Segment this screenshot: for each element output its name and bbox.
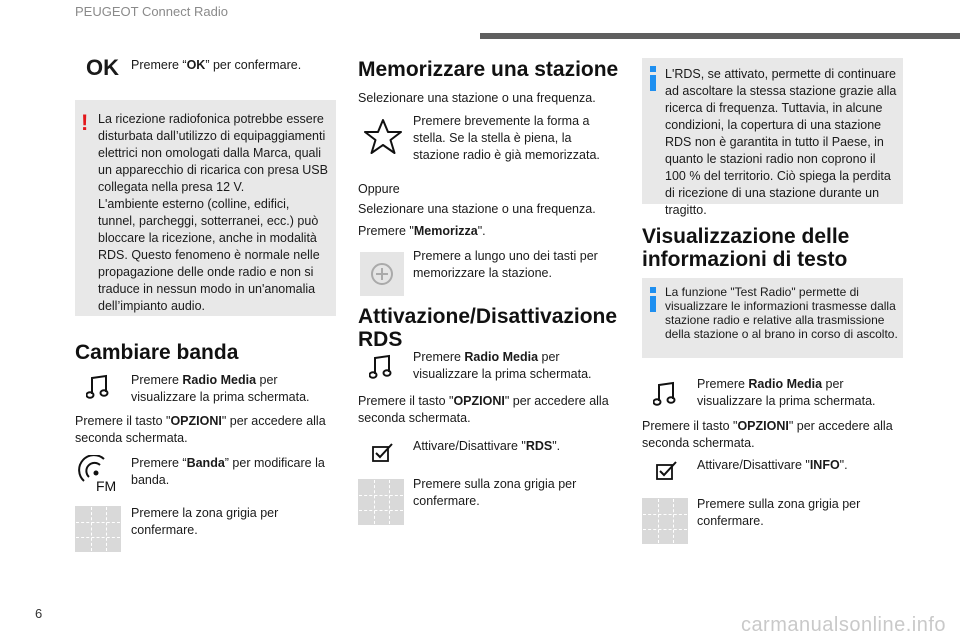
warning-icon: ! (81, 110, 89, 135)
radio-media-step: Premere Radio Media per visualizzare la prima schermata. (413, 350, 592, 381)
music-note-icon (86, 374, 110, 405)
header-bar (480, 33, 960, 39)
grey-zone-step: Premere la zona grigia per confermare. (131, 506, 279, 537)
svg-text:FM: FM (96, 478, 117, 493)
grey-zone-step: Premere sulla zona grigia per confermare. (697, 497, 861, 528)
heading-memorizzare: Memorizzare una stazione (358, 58, 619, 81)
warning-box (75, 100, 336, 316)
radio-media-step: Premere Radio Media per visualizzare la prima schermata. (697, 377, 876, 408)
heading-cambiare-banda: Cambiare banda (75, 341, 239, 364)
watermark: carmanualsonline.info (740, 614, 946, 636)
info-icon-bar (650, 75, 656, 91)
select-station-text: Selezionare una stazione o una frequenza. (358, 91, 596, 105)
plus-step: Premere a lungo uno dei tasti per memorizzare la stazione. (413, 249, 598, 280)
star-step: Premere brevemente la forma a stella. Se la stella è piena, la stazione radio è già memorizzata. (413, 114, 600, 162)
select-station-text-2: Selezionare una stazione o una frequenza. (358, 202, 596, 216)
radio-media-step: Premere Radio Media per visualizzare la prima schermata. (131, 373, 310, 404)
ok-step: Premere “OK” per confermare. (131, 58, 302, 72)
music-note-icon (653, 381, 677, 412)
grey-zone-icon (642, 498, 688, 544)
grey-zone-icon (75, 506, 121, 552)
ok-icon: OK (86, 55, 119, 80)
info-text-test-radio: La funzione "Test Radio" permette di visualizzare le informazioni trasmesse dalla stazione radio e relative alla trasmissione della stazione o al brano in corso di ascolto. (665, 285, 898, 341)
oppure-text: Oppure (358, 182, 400, 196)
opzioni-paragraph: Premere il tasto "OPZIONI" per accedere alla seconda schermata. (358, 394, 609, 425)
memorizza-paragraph: Premere "Memorizza". (358, 224, 486, 238)
info-icon (650, 66, 656, 72)
checkbox-icon (372, 443, 394, 468)
star-icon (364, 118, 402, 161)
info-box-rds (642, 58, 903, 217)
fm-band-icon (78, 455, 122, 493)
opzioni-paragraph: Premere il tasto "OPZIONI" per accedere alla seconda schermata. (642, 419, 893, 450)
rds-toggle-step: Attivare/Disattivare "RDS". (413, 439, 561, 453)
opzioni-paragraph: Premere il tasto "OPZIONI" per accedere alla seconda schermata. (75, 414, 326, 445)
checkbox-icon (656, 461, 678, 486)
info-toggle-step: Attivare/Disattivare "INFO". (697, 458, 848, 472)
music-note-icon (369, 354, 393, 385)
warning-text: La ricezione radiofonica potrebbe essere disturbata dall’utilizzo di equipaggiamenti elettrici non omologati dalla Marca, quali un apparecchio di ricarica con presa USB collegata nella presa 12 V. L'ambiente esterno (colline, edifici, tunnel, parcheggi, sotterranei, ecc.) può bloccare la ricezione, anche in modalità RDS. Questo fenomeno è normale nelle propagazione delle onde radio e non si traduce in nessun modo in un'anomalia dell’impianto audio. (98, 112, 328, 313)
heading-rds: Attivazione/Disattivazione RDS (358, 305, 618, 351)
grey-zone-step: Premere sulla zona grigia per confermare. (413, 477, 577, 508)
grey-zone-icon (358, 479, 404, 525)
running-header: PEUGEOT Connect Radio (75, 4, 228, 19)
info-icon-bar (650, 296, 656, 312)
info-box-text (642, 278, 903, 358)
info-text-rds: L'RDS, se attivato, permette di continuare ad ascoltare la stessa stazione grazie alla ricerca di frequenza. Tuttavia, in alcune condizioni, la copertura di una stazione RDS non è garantita in tutto il Paese, in quanto le stazioni radio non coprono il 100 % del territorio. Ciò spiega la perdita di ricezione di una stazione durante un tragitto. (665, 67, 897, 217)
heading-visualizzazione: Visualizzazione delle informazioni di testo (642, 225, 850, 271)
plus-preset-icon (360, 252, 404, 296)
info-icon (650, 287, 656, 293)
banda-step: Premere “Banda” per modificare la banda. (131, 456, 325, 487)
page-number: 6 (35, 606, 43, 621)
